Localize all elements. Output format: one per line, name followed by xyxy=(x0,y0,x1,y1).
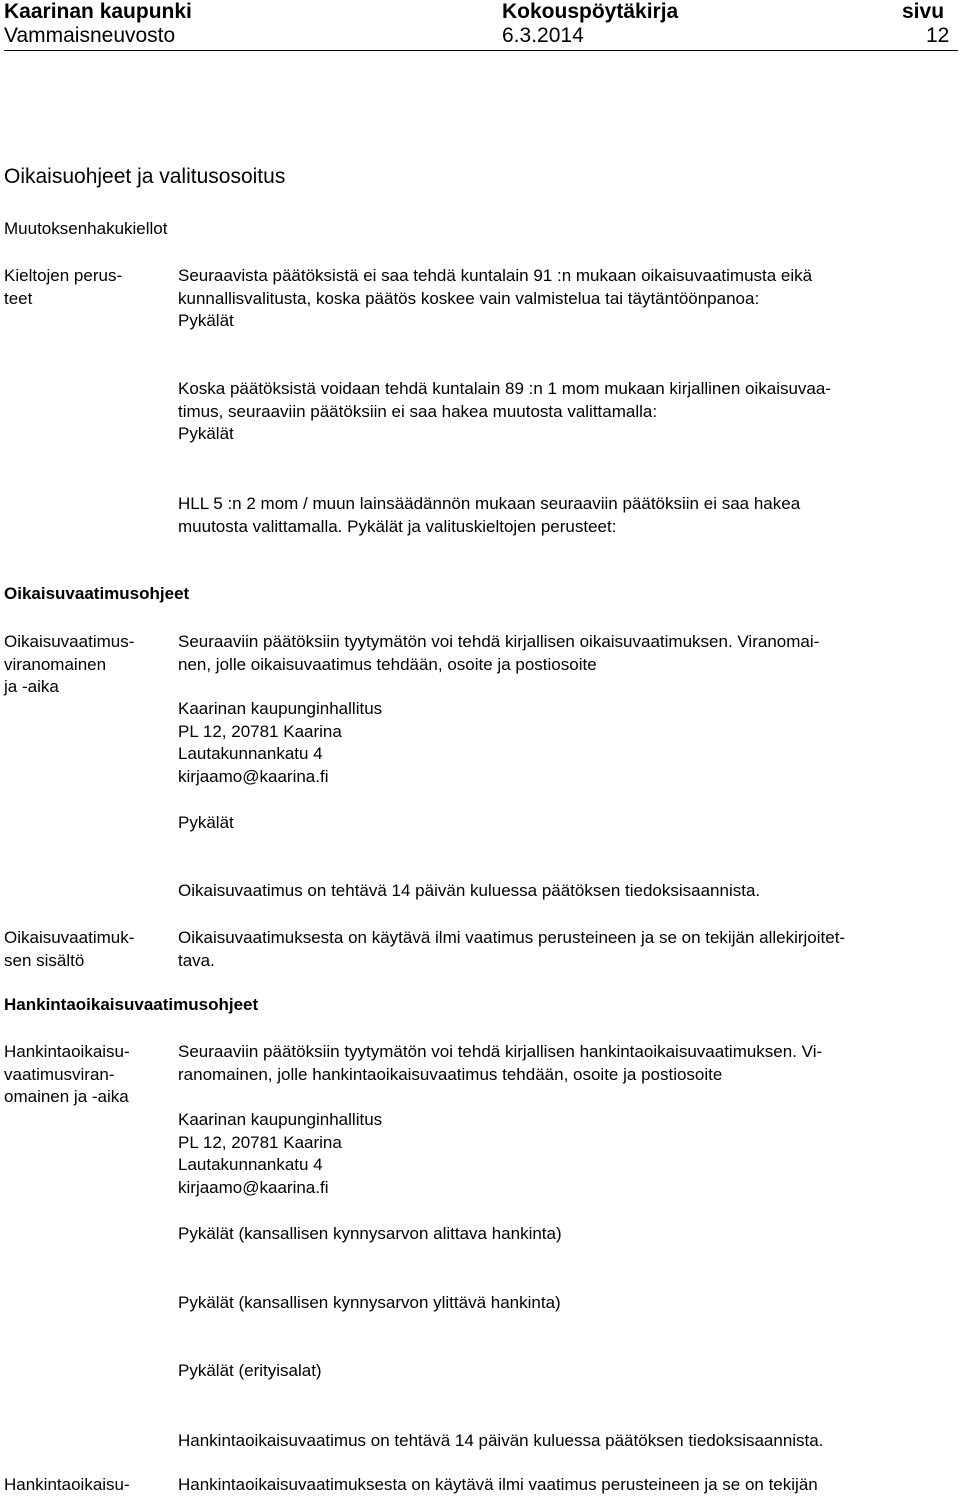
side-label-kieltojen-perusteet: Kieltojen perus- teet xyxy=(4,266,123,308)
hankinta-address-block: Kaarinan kaupunginhallitus PL 12, 20781 Kaarina Lautakunnankatu 4 kirjaamo@kaarina.fi xyxy=(178,1110,383,1197)
address-block: Kaarinan kaupunginhallitus PL 12, 20781 Kaarina Lautakunnankatu 4 kirjaamo@kaarina.fi xyxy=(178,699,383,786)
side-label-sisalto: Oikaisuvaatimuk- sen sisältö xyxy=(4,928,135,970)
page-number: 12 xyxy=(926,24,950,47)
meeting-date: 6.3.2014 xyxy=(502,24,584,47)
paragraph-hll: HLL 5 :n 2 mom / muun lainsäädännön mukaan seuraaviin päätöksiin ei saa hakea muutosta valittamalla. Pykälät ja valituskieltojen perusteet: xyxy=(178,494,801,536)
page-label: sivu xyxy=(902,0,945,23)
pykalat-label: Pykälät xyxy=(178,813,234,832)
org-name: Kaarinan kaupunki xyxy=(4,0,192,23)
paragraph-hankinta-instructions: Seuraaviin päätöksiin tyytymätön voi tehdä kirjallisen hankintaoikaisuvaatimuksen. Vi- ranomainen, jolle hankintaoikaisuvaatimus tehdään, osoite ja postiosoite xyxy=(178,1042,823,1084)
section-heading-muutoksenhakukiellot: Muutoksenhakukiellot xyxy=(4,219,168,238)
paragraph-valmistelu: Seuraavista päätöksistä ei saa tehdä kuntalain 91 :n mukaan oikaisuvaatimusta eikä kunnallisvalitusta, koska päätös koskee vain valmistelua tai täytäntöönpanoa: Pykälät xyxy=(178,266,813,330)
section-heading-hankintaoikaisu: Hankintaoikaisuvaatimusohjeet xyxy=(4,995,259,1014)
section-heading-oikaisuvaatimusohjeet: Oikaisuvaatimusohjeet xyxy=(4,584,190,603)
pykalat-kansallinen-alittava: Pykälät (kansallisen kynnysarvon alittava hankinta) xyxy=(178,1224,562,1243)
paragraph-oikaisu-instructions: Seuraaviin päätöksiin tyytymätön voi tehdä kirjallisen oikaisuvaatimuksen. Viranomai- nen, jolle oikaisuvaatimus tehdään, osoite ja postiosoite xyxy=(178,632,820,674)
header-divider xyxy=(4,50,958,51)
pykalat-erityisalat: Pykälät (erityisalat) xyxy=(178,1361,322,1380)
pykalat-kansallinen-ylittava: Pykälät (kansallisen kynnysarvon ylittävä hankinta) xyxy=(178,1293,561,1312)
hankinta-content: Hankintaoikaisuvaatimuksesta on käytävä ilmi vaatimus perusteineen ja se on tekijän xyxy=(178,1475,818,1494)
side-label-hankinta-sisalto: Hankintaoikaisu- xyxy=(4,1475,130,1494)
page-title: Oikaisuohjeet ja valitusosoitus xyxy=(4,165,286,188)
paragraph-oikaisuvaatimus: Koska päätöksistä voidaan tehdä kuntalain 89 :n 1 mom mukaan kirjallinen oikaisuvaa- timus, seuraaviin päätöksiin ei saa hakea muutosta valittamalla: Pykälät xyxy=(178,379,831,443)
side-label-hankintaoikaisuviranomainen: Hankintaoikaisu- vaatimusviran- omainen ja -aika xyxy=(4,1042,130,1106)
oikaisu-deadline: Oikaisuvaatimus on tehtävä 14 päivän kuluessa päätöksen tiedoksisaannista. xyxy=(178,881,761,900)
oikaisu-content: Oikaisuvaatimuksesta on käytävä ilmi vaatimus perusteineen ja se on tekijän allekirjoitet- tava. xyxy=(178,928,846,970)
side-label-oikaisuvaatimusviranomainen: Oikaisuvaatimus- viranomainen ja -aika xyxy=(4,632,135,696)
body-name: Vammaisneuvosto xyxy=(4,24,176,47)
hankinta-deadline: Hankintaoikaisuvaatimus on tehtävä 14 päivän kuluessa päätöksen tiedoksisaannista. xyxy=(178,1431,824,1450)
document-type: Kokouspöytäkirja xyxy=(502,0,679,23)
